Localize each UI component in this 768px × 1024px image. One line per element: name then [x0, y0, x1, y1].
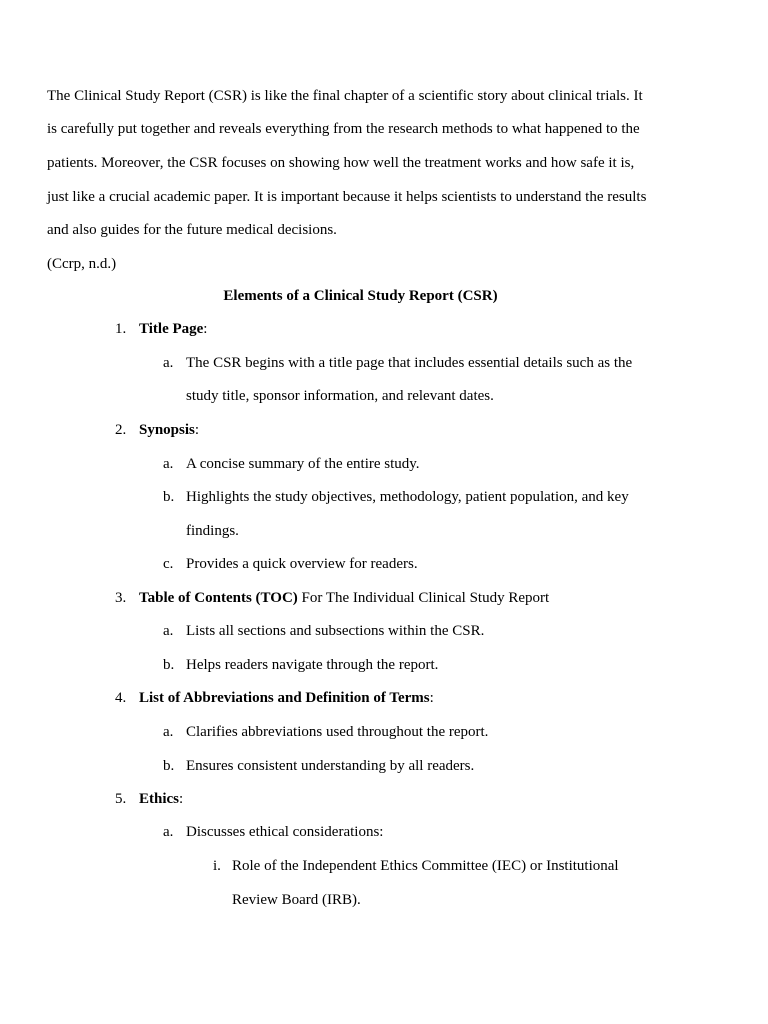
- sublist-marker: b.: [163, 489, 175, 505]
- subsublist-marker: i.: [213, 858, 221, 874]
- list-item-title: List of Abbreviations and Definition of Terms: [139, 690, 430, 706]
- list-item-suffix: :: [429, 690, 434, 706]
- sublist-marker: b.: [163, 758, 175, 774]
- list-item-title: Table of Contents (TOC): [139, 590, 298, 606]
- sublist-item-text: Ensures consistent understanding by all readers.: [186, 758, 475, 774]
- list-item-title: Ethics: [139, 791, 180, 807]
- list-item-abbreviations: [139, 689, 434, 707]
- intro-line: is carefully put together and reveals everything from the research methods to what happened to the: [47, 121, 640, 137]
- sublist-item-text: Provides a quick overview for readers.: [186, 556, 418, 572]
- list-item-suffix: :: [203, 321, 208, 337]
- citation: (Ccrp, n.d.): [47, 256, 117, 272]
- list-item-suffix: :: [194, 422, 200, 438]
- sublist-item-text: A concise summary of the entire study.: [186, 456, 420, 472]
- sublist-item-text: The CSR begins with a title page that includes essential details such as the: [186, 355, 633, 371]
- intro-line: and also guides for the future medical decisions.: [47, 222, 337, 238]
- sublist-item-text: Discusses ethical considerations:: [186, 824, 384, 840]
- list-item-toc: [139, 589, 549, 607]
- list-number: 5.: [115, 791, 127, 807]
- intro-line: patients. Moreover, the CSR focuses on showing how well the treatment works and how safe it is,: [47, 155, 635, 171]
- sublist-marker: c.: [163, 556, 174, 572]
- list-item-suffix: For The Individual Clinical Study Report: [297, 590, 550, 606]
- intro-line: The Clinical Study Report (CSR) is like the final chapter of a scientific story about clinical trials. It: [47, 88, 643, 104]
- sublist-marker: a.: [163, 355, 174, 371]
- subsublist-item-text: Review Board (IRB).: [232, 892, 361, 908]
- list-item-suffix: :: [179, 791, 184, 807]
- list-item-title-page: [139, 320, 207, 338]
- list-item-ethics: [139, 790, 183, 808]
- list-number: 3.: [115, 590, 127, 606]
- section-heading: Elements of a Clinical Study Report (CSR): [223, 288, 498, 304]
- subsublist-item-text: Role of the Independent Ethics Committee (IEC) or Institutional: [232, 858, 619, 874]
- sublist-marker: a.: [163, 824, 174, 840]
- list-item-title: Title Page: [139, 321, 204, 337]
- sublist-item-text: study title, sponsor information, and relevant dates.: [186, 388, 494, 404]
- list-item-title: Synopsis: [139, 422, 195, 438]
- sublist-marker: a.: [163, 623, 174, 639]
- sublist-item-text: findings.: [186, 523, 239, 539]
- sublist-marker: a.: [163, 724, 174, 740]
- sublist-item-text: Lists all sections and subsections within the CSR.: [186, 623, 485, 639]
- sublist-marker: a.: [163, 456, 174, 472]
- sublist-marker: b.: [163, 657, 175, 673]
- list-item-synopsis: [139, 421, 199, 439]
- list-number: 4.: [115, 690, 127, 706]
- sublist-item-text: Helps readers navigate through the report.: [186, 657, 439, 673]
- intro-line: just like a crucial academic paper. It is important because it helps scientists to understand the results: [47, 189, 647, 205]
- list-number: 1.: [115, 321, 127, 337]
- sublist-item-text: Highlights the study objectives, methodology, patient population, and key: [186, 489, 629, 505]
- list-number: 2.: [115, 422, 127, 438]
- sublist-item-text: Clarifies abbreviations used throughout the report.: [186, 724, 489, 740]
